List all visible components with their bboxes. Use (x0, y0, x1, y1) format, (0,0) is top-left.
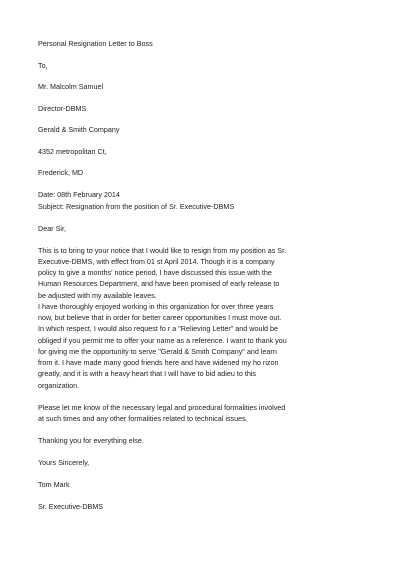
body-line: organization. (38, 381, 80, 390)
recipient-name: Mr. Malcolm Samuel (38, 82, 104, 91)
recipient-title: Director-DBMS (38, 104, 87, 113)
thanks-line: Thanking you for everything else. (38, 436, 144, 445)
body-line: policy to give a months' notice period, I have discussed this issue with the (38, 268, 272, 277)
letter-date: Date: 08th February 2014 (38, 190, 120, 199)
recipient-company: Gerald & Smith Company (38, 125, 120, 134)
body-line: I have thoroughly enjoyed working in this organization for over three years (38, 302, 274, 311)
body-line: greatly, and it is with a heavy heart that I will have to bid adieu to this (38, 369, 257, 378)
letter-subject: Subject: Resignation from the position of Sr. Executive-DBMS (38, 202, 235, 211)
body-line: from it. I have made many good friends here and have widened my ho rizon (38, 358, 279, 367)
body-line: This is to bring to your notice that I would like to resign from my position as Sr. (38, 246, 287, 255)
body-line: now, but believe that in order for better career opportunities I must move out. (38, 313, 282, 322)
recipient-street: 4352 metropolitan Ct, (38, 147, 107, 156)
closing-paragraph-line: at such times and any other formalities related to technical issues. (38, 414, 248, 423)
body-line: In which respect, I would also request fo r a "Relieving Letter" and would be (38, 324, 279, 333)
closing-paragraph-line: Please let me know of the necessary legal and procedural formalities involved (38, 403, 286, 412)
greeting: Dear Sir, (38, 224, 66, 233)
body-line: Executive-DBMS, with effect from 01 st April 2014. Though it is a company (38, 257, 275, 266)
letter-heading: Personal Resignation Letter to Boss (38, 39, 153, 48)
signer-name: Tom Mark (38, 480, 70, 489)
body-line: for giving me the opportunity to serve "Gerald & Smith Company" and learn (38, 347, 277, 356)
salutation-to: To, (38, 61, 48, 70)
recipient-city: Frederick, MD (38, 168, 84, 177)
body-line: be adjusted with my available leaves. (38, 291, 157, 300)
body-line: obliged if you permit me to offer your name as a reference. I want to thank you (38, 336, 287, 345)
body-line: Human Resources Department, and have been promised of early release to (38, 279, 280, 288)
sign-off: Yours Sincerely, (38, 458, 90, 467)
signer-title: Sr. Executive-DBMS (38, 502, 104, 511)
